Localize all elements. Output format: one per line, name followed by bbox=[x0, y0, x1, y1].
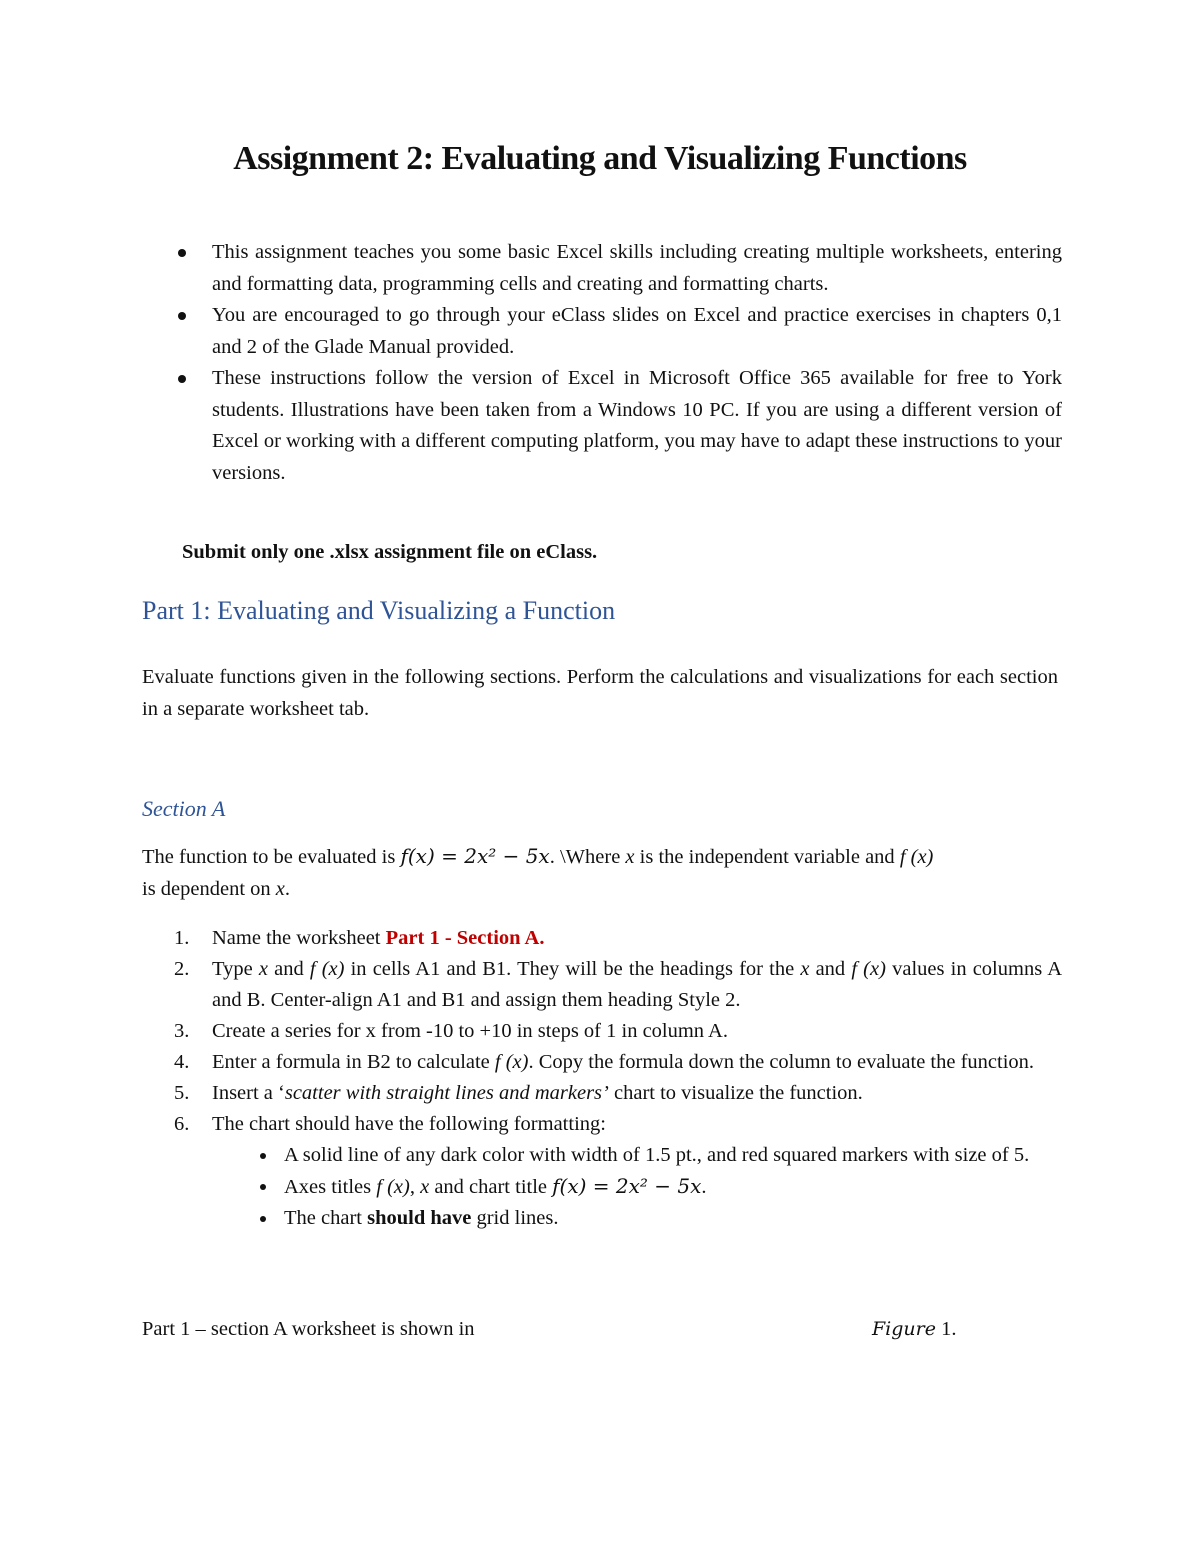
step-item: 2. Type x and f (x) in cells A1 and B1. They will be the headings for the x and f (x) values in columns A and B. Center-align A1 and B1 and assign them heading Style 2. bbox=[174, 958, 1063, 1011]
worksheet-name: Part 1 - Section A bbox=[385, 927, 540, 949]
part1-description: Evaluate functions given in the following sections. Perform the calculations and visualizations for each section in a separate worksheet tab. bbox=[142, 666, 1058, 720]
page-title: Assignment 2: Evaluating and Visualizing Functions bbox=[233, 140, 967, 177]
step-item: 5. Insert a ‘scatter with straight lines and markers’ chart to visualize the function. bbox=[174, 1082, 863, 1104]
sub-bullet: A solid line of any dark color with width of 1.5 pt., and red squared markers with size of 5. bbox=[212, 1140, 1062, 1171]
bullet-icon bbox=[260, 1153, 266, 1159]
sub-bullet: Axes titles f (x), x and chart title f(x) = 2x² − 5x. bbox=[212, 1171, 1062, 1203]
formatting-sublist bbox=[212, 1140, 1062, 1234]
step-item: 4. Enter a formula in B2 to calculate f (x). Copy the formula down the column to evaluate the function. bbox=[174, 1051, 1035, 1073]
step-item: 3. Create a series for x from -10 to +10 in steps of 1 in column A. bbox=[174, 1020, 728, 1042]
bullet-icon bbox=[178, 375, 186, 383]
intro-bullet: You are encouraged to go through your eClass slides on Excel and practice exercises in chapters 0,1 and 2 of the Glade Manual provided. bbox=[142, 300, 1062, 363]
section-a-steps bbox=[142, 923, 1062, 1234]
figure-link: Figure 1. bbox=[872, 1318, 957, 1340]
sub-bullet: The chart should have grid lines. bbox=[212, 1203, 1062, 1234]
figure-reference: Part 1 – section A worksheet is shown in Figure 1. bbox=[142, 1318, 957, 1340]
step-item: 6. The chart should have the following formatting: A solid line of any dark color with width of 1.5 pt., and red squared markers with size of 5. Axes titles f (x), x and chart title f(x) = 2x² − 5x. The chart should have grid lines. bbox=[142, 1109, 1062, 1234]
intro-bullet-list bbox=[142, 237, 1062, 489]
intro-bullet: These instructions follow the version of Excel in Microsoft Office 365 available for free to York students. Illustrations have been taken from a Windows 10 PC. If you are using a different version of Excel or working with a different computing platform, you may have to adapt these instructions to your versions. bbox=[142, 363, 1062, 489]
bullet-icon bbox=[260, 1184, 266, 1190]
step-item: 1. Name the worksheet Part 1 - Section A. bbox=[174, 927, 545, 949]
bullet-icon bbox=[260, 1216, 266, 1222]
bullet-icon bbox=[178, 312, 186, 320]
intro-bullet: This assignment teaches you some basic Excel skills including creating multiple worksheets, entering and formatting data, programming cells and creating and formatting charts. bbox=[142, 237, 1062, 300]
function-formula: f(x) = 2x² − 5x bbox=[400, 844, 550, 868]
submit-note: Submit only one .xlsx assignment file on eClass. bbox=[182, 541, 598, 563]
section-a-heading: Section A bbox=[142, 796, 226, 821]
section-a-intro: The function to be evaluated is f(x) = 2x² − 5x. \Where x is the independent variable and f (x) is dependent on x. bbox=[142, 844, 934, 900]
bullet-icon bbox=[178, 249, 186, 257]
part1-heading: Part 1: Evaluating and Visualizing a Function bbox=[142, 596, 616, 625]
